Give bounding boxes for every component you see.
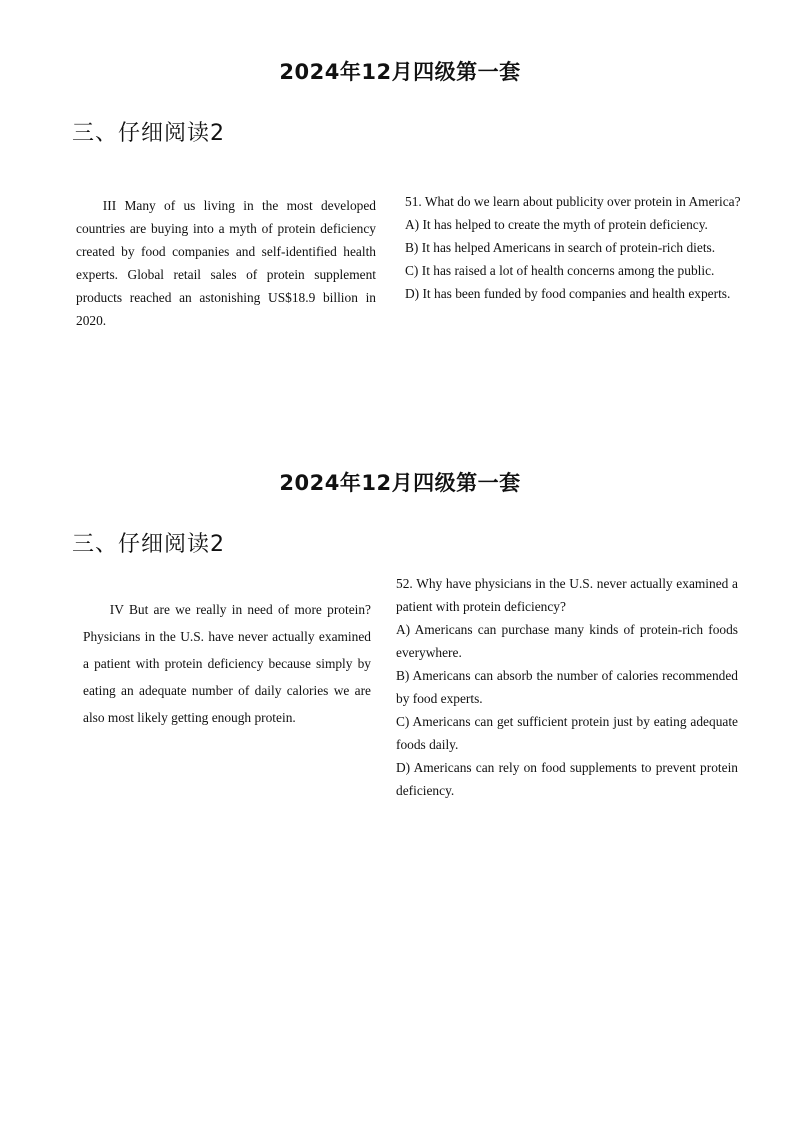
option-c: C) It has raised a lot of health concerns among the public.	[405, 263, 715, 278]
slide-title: 2024年12月四级第一套	[279, 60, 521, 84]
option-c: C) Americans can get sufficient protein just by eating adequate foods daily.	[396, 714, 738, 752]
option-d: D) It has been funded by food companies and health experts.	[405, 286, 731, 301]
reading-passage: IV But are we really in need of more protein? Physicians in the U.S. have never actually examined a patient with protein deficiency because simply by eating an adequate number of daily calories we are also most likely getting enough protein.	[83, 602, 371, 725]
reading-passage: III Many of us living in the most developed countries are buying into a myth of protein deficiency created by food companies and self-identified health experts. Global retail sales of protein supplement products reached an astonishing US$18.9 billion in 2020.	[76, 198, 376, 328]
question-block	[405, 190, 747, 305]
question-stem: 51. What do we learn about publicity over protein in America?	[405, 194, 741, 209]
section-heading: 三、仔细阅读2	[72, 532, 225, 557]
question-block	[396, 572, 738, 802]
option-a: A) It has helped to create the myth of protein deficiency.	[405, 217, 708, 232]
section-heading: 三、仔细阅读2	[72, 121, 225, 146]
option-a: A) Americans can purchase many kinds of protein-rich foods everywhere.	[396, 622, 738, 660]
option-b: B) Americans can absorb the number of calories recommended by food experts.	[396, 668, 738, 706]
option-d: D) Americans can rely on food supplements to prevent protein deficiency.	[396, 760, 738, 798]
question-stem: 52. Why have physicians in the U.S. never actually examined a patient with protein deficiency?	[396, 576, 738, 614]
option-b: B) It has helped Americans in search of protein-rich diets.	[405, 240, 716, 255]
slide-title: 2024年12月四级第一套	[279, 471, 521, 495]
